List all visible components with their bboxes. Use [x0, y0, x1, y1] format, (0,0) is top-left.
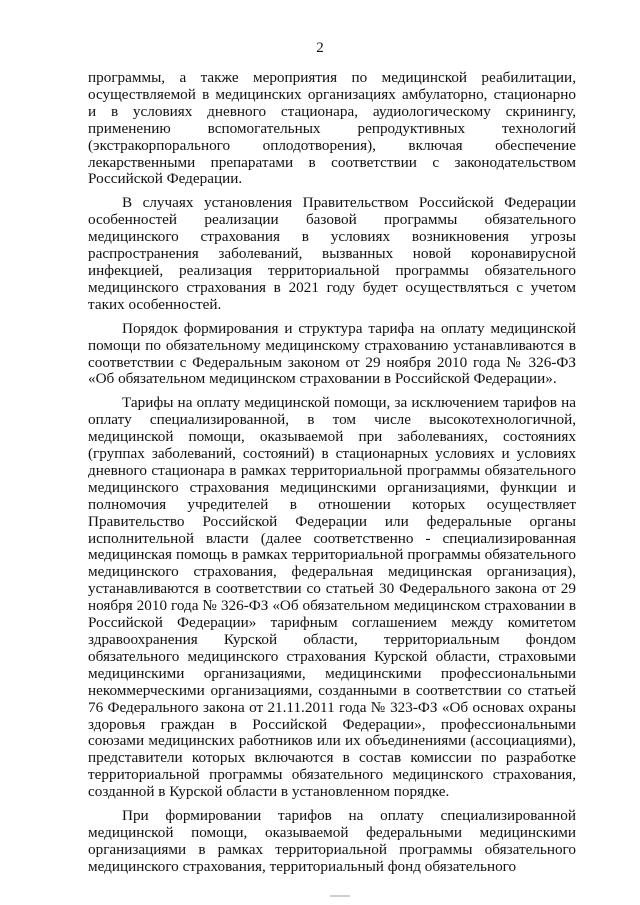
paragraph-coronavirus: В случаях установления Правительством Российской Федерации особенностей реализации базовой программы обязательного медицинского страхования в условиях возникновения угрозы распространения заболеваний, вызванных новой коронавирусной инфекцией, реализация территориальной программы обязательного медицинского страхования в 2021 году будет осуществляться с учетом таких особенностей. — [88, 194, 576, 313]
page-number: 2 — [316, 40, 324, 56]
paragraph-tariffs: Тарифы на оплату медицинской помощи, за исключением тарифов на оплату специализированной, в том числе высокотехнологичной, медицинской помощи, оказываемой при заболеваниях, состояниях (группах заболеваний, состояний) в стационарных условиях и условиях дневного стационара в рамках территориальной программы обязательного медицинского страхования медицинскими организациями, функции и полномочия учредителей в отношении которых осуществляет Правительство Российской Федерации или федеральные органы исполнительной власти (далее соответственно - специализированная медицинская помощь в рамках территориальной программы обязательного медицинского страхования, федеральная медицинская организация), устанавливаются в соответствии со статьей 30 Федерального закона от 29 ноября 2010 года № 326-ФЗ «Об обязательном медицинском страховании в Российской Федерации» тарифным соглашением между комитетом здравоохранения Курской области, территориальным фондом обязательного медицинского страхования Курской области, страховыми медицинскими организациями, медицинскими профессиональными некоммерческими организациями, созданными в соответствии со статьей 76 Федерального закона от 21.11.2011 года № 323-ФЗ «Об основах охраны здоровья граждан в Российской Федерации», профессиональными союзами медицинских работников или их объединениями (ассоциациями), представители которых включаются в состав комиссии по разработке территориальной программы обязательного медицинского страхования, созданной в Курской области в установленном порядке. — [88, 394, 576, 801]
scan-artifact — [330, 895, 350, 897]
document-body — [88, 70, 576, 883]
paragraph-tariff-structure: Порядок формирования и структура тарифа на оплату медицинской помощи по обязательному медицинскому страхованию устанавливаются в соответствии с Федеральным законом от 29 ноября 2010 года № 326-ФЗ «Об обязательном медицинском страховании в Российской Федерации». — [88, 319, 576, 388]
paragraph-continuation: программы, а также мероприятия по медицинской реабилитации, осуществляемой в медицинских организациях амбулаторно, стационарно и в условиях дневного стационара, аудиологическому скринингу, применению вспомогательных репродуктивных технологий (экстракорпорального оплодотворения), включая обеспечение лекарственными препаратами в соответствии с законодательством Российской Федерации. — [88, 69, 576, 188]
paragraph-specialized-care: При формировании тарифов на оплату специализированной медицинской помощи, оказываемой федеральными медицинскими организациями в рамках территориальной программы обязательного медицинского страхования, территориальный фонд обязательного — [88, 807, 576, 875]
